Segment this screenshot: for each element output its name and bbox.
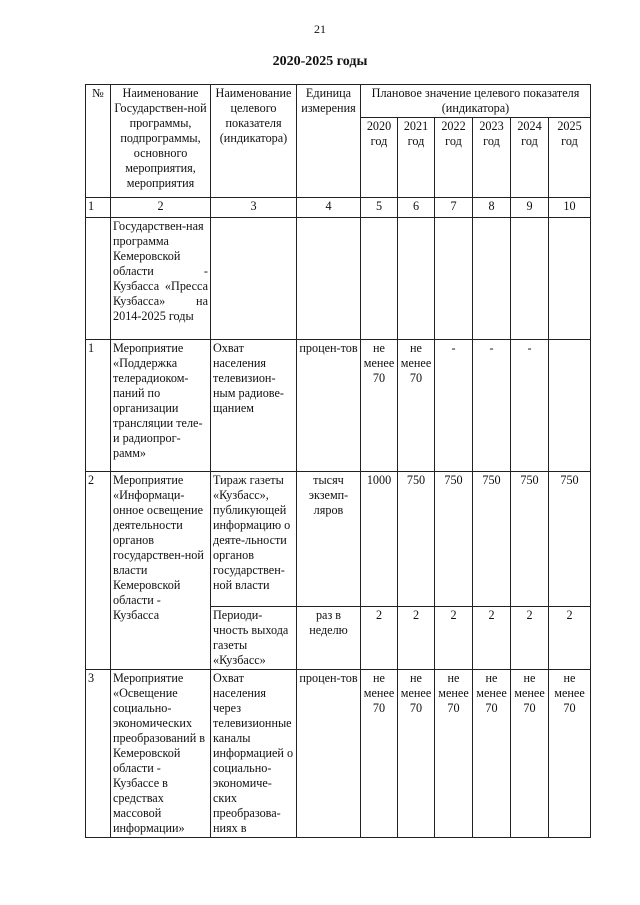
- indicator-table: [85, 84, 591, 838]
- row-value: не менее 70: [398, 670, 435, 838]
- column-number: 3: [211, 198, 297, 218]
- header-year: 2021 год: [398, 118, 435, 198]
- program-name: Государствен-ная программа Кемеровской области - Кузбасса «Пресса Кузбасса» на 2014-2025 годы: [111, 218, 211, 340]
- row-value: 750: [398, 472, 435, 607]
- program-num: [86, 218, 111, 340]
- row-value: 2: [511, 607, 549, 670]
- row-value: не менее 70: [435, 670, 473, 838]
- header-unit: Единица измерения: [297, 85, 361, 198]
- row-name: Мероприятие «Освещение социально-экономических преобразований в Кемеровской области - Кузбассе в средствах массовой информации»: [111, 670, 211, 838]
- row-value: 2: [435, 607, 473, 670]
- row-unit: раз в неделю: [297, 607, 361, 670]
- section-heading: 2020-2025 годы: [272, 54, 368, 69]
- table-row: [86, 670, 591, 838]
- header-year: 2020 год: [361, 118, 398, 198]
- row-unit: процен-тов: [297, 340, 361, 472]
- page-number: 21: [314, 22, 326, 36]
- column-number: 2: [111, 198, 211, 218]
- header-indicator: Наименование целевого показателя (индикатора): [211, 85, 297, 198]
- row-value: 750: [549, 472, 591, 607]
- column-number: 5: [361, 198, 398, 218]
- row-value: [549, 340, 591, 472]
- column-number: 7: [435, 198, 473, 218]
- header-year: 2022 год: [435, 118, 473, 198]
- row-value: 1000: [361, 472, 398, 607]
- column-numbering-row: [86, 198, 591, 218]
- row-indicator: Охват населения через телевизионные каналы информацией о социально-экономиче-ских преобразова-ниях в: [211, 670, 297, 838]
- row-indicator: Периоди-чность выхода газеты «Кузбасс»: [211, 607, 297, 670]
- program-row: [86, 218, 591, 340]
- column-number: 6: [398, 198, 435, 218]
- row-value: 2: [473, 607, 511, 670]
- header-row-1: [86, 85, 591, 118]
- row-value: 2: [361, 607, 398, 670]
- row-value: не менее 70: [511, 670, 549, 838]
- column-number: 10: [549, 198, 591, 218]
- row-value: не менее 70: [398, 340, 435, 472]
- row-unit: тысяч экземп-ляров: [297, 472, 361, 607]
- row-indicator: Охват населения телевизион-ным радиове-щанием: [211, 340, 297, 472]
- header-year: 2023 год: [473, 118, 511, 198]
- row-value: 750: [511, 472, 549, 607]
- header-year: 2025 год: [549, 118, 591, 198]
- header-year: 2024 год: [511, 118, 549, 198]
- row-num: 2: [86, 472, 111, 670]
- table-row: [86, 472, 591, 607]
- header-num: №: [86, 85, 111, 198]
- row-value: 750: [435, 472, 473, 607]
- column-number: 4: [297, 198, 361, 218]
- row-value: не менее 70: [361, 670, 398, 838]
- header-program: Наименование Государствен-ной программы, подпрограммы, основного мероприятия, мероприятия: [111, 85, 211, 198]
- row-value: не менее 70: [549, 670, 591, 838]
- table-row: [86, 340, 591, 472]
- row-name: Мероприятие «Поддержка телерадиоком-паний по организации трансляции теле- и радиопрог-рамм»: [111, 340, 211, 472]
- header-planned: Плановое значение целевого показателя (индикатора): [361, 85, 591, 118]
- row-indicator: Тираж газеты «Кузбасс», публикующей информацию о деяте-льности органов государствен-ной власти: [211, 472, 297, 607]
- row-value: не менее 70: [361, 340, 398, 472]
- row-unit: процен-тов: [297, 670, 361, 838]
- row-num: 1: [86, 340, 111, 472]
- row-value: -: [473, 340, 511, 472]
- row-value: 2: [549, 607, 591, 670]
- row-value: -: [511, 340, 549, 472]
- column-number: 8: [473, 198, 511, 218]
- row-value: -: [435, 340, 473, 472]
- row-value: не менее 70: [473, 670, 511, 838]
- row-value: 2: [398, 607, 435, 670]
- row-value: 750: [473, 472, 511, 607]
- row-num: 3: [86, 670, 111, 838]
- column-number: 9: [511, 198, 549, 218]
- column-number: 1: [86, 198, 111, 218]
- row-name: Мероприятие «Информаци-онное освещение деятельности органов государствен-ной власти Кемеровской области - Кузбасса: [111, 472, 211, 670]
